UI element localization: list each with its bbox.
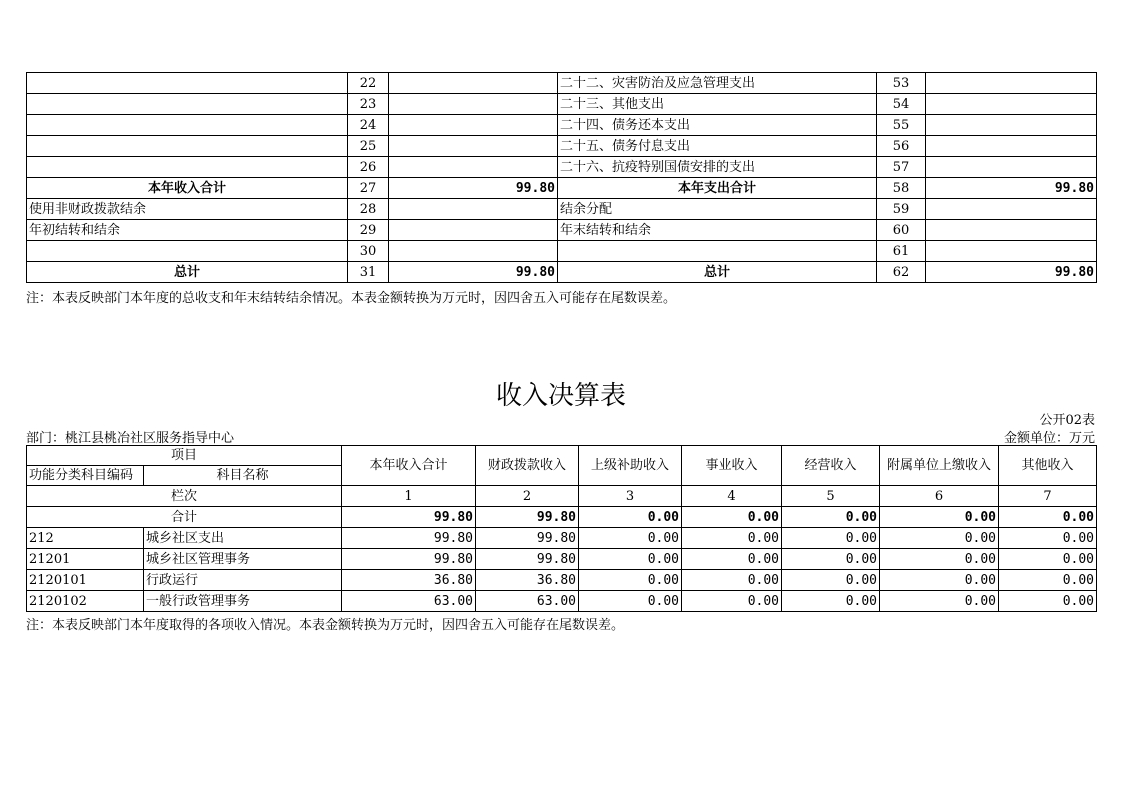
right-row-number: 59 [877, 199, 926, 220]
column-header: 上级补助收入 [579, 446, 682, 486]
total-value: 0.00 [682, 507, 782, 528]
left-row-number: 25 [348, 136, 389, 157]
amount-cell: 0.00 [782, 591, 880, 612]
total-value: 99.80 [476, 507, 579, 528]
right-amount-cell [926, 73, 1097, 94]
left-item-cell: 年初结转和结余 [27, 220, 348, 241]
amount-cell: 0.00 [682, 591, 782, 612]
amount-cell: 0.00 [782, 570, 880, 591]
column-index: 6 [880, 486, 999, 507]
table-row [27, 199, 1097, 220]
subject-name: 一般行政管理事务 [144, 591, 342, 612]
right-item-cell: 总计 [558, 262, 877, 283]
table-row [27, 570, 1097, 591]
right-amount-cell: 99.80 [926, 262, 1097, 283]
left-row-number: 29 [348, 220, 389, 241]
right-item-cell: 二十三、其他支出 [558, 94, 877, 115]
amount-cell: 0.00 [782, 549, 880, 570]
column-header: 其他收入 [999, 446, 1097, 486]
table1-footnote: 注：本表反映部门本年度的总收支和年末结转结余情况。本表金额转换为万元时，因四舍五入可能存在尾数误差。 [26, 291, 677, 306]
right-row-number: 53 [877, 73, 926, 94]
subject-name: 城乡社区管理事务 [144, 549, 342, 570]
column-header: 事业收入 [682, 446, 782, 486]
amount-cell: 0.00 [880, 570, 999, 591]
left-row-number: 30 [348, 241, 389, 262]
right-amount-cell [926, 94, 1097, 115]
left-row-number: 28 [348, 199, 389, 220]
right-item-cell: 二十五、债务付息支出 [558, 136, 877, 157]
table-row [27, 549, 1097, 570]
amount-cell: 36.80 [476, 570, 579, 591]
amount-cell: 0.00 [579, 570, 682, 591]
left-amount-cell [389, 115, 558, 136]
column-header: 经营收入 [782, 446, 880, 486]
header-row [27, 446, 1097, 466]
total-value: 0.00 [579, 507, 682, 528]
left-amount-cell [389, 157, 558, 178]
right-row-number: 61 [877, 241, 926, 262]
left-row-number: 26 [348, 157, 389, 178]
column-index: 4 [682, 486, 782, 507]
amount-cell: 0.00 [880, 591, 999, 612]
subject-code: 2120102 [27, 591, 144, 612]
right-row-number: 57 [877, 157, 926, 178]
table-row [27, 262, 1097, 283]
left-row-number: 24 [348, 115, 389, 136]
left-amount-cell [389, 73, 558, 94]
left-amount-cell [389, 136, 558, 157]
amount-cell: 0.00 [682, 528, 782, 549]
table-row [27, 157, 1097, 178]
left-amount-cell [389, 199, 558, 220]
left-row-number: 27 [348, 178, 389, 199]
right-row-number: 55 [877, 115, 926, 136]
amount-cell: 63.00 [342, 591, 476, 612]
right-amount-cell [926, 220, 1097, 241]
subject-code: 21201 [27, 549, 144, 570]
left-amount-cell [389, 220, 558, 241]
column-index: 3 [579, 486, 682, 507]
left-item-cell [27, 115, 348, 136]
amount-cell: 63.00 [476, 591, 579, 612]
total-label: 合计 [27, 507, 342, 528]
table-row [27, 115, 1097, 136]
right-amount-cell: 99.80 [926, 178, 1097, 199]
table2-footnote: 注：本表反映部门本年度取得的各项收入情况。本表金额转换为万元时，因四舍五入可能存在尾数误差。 [26, 618, 625, 633]
left-item-cell: 本年收入合计 [27, 178, 348, 199]
left-item-cell [27, 157, 348, 178]
subject-name: 城乡社区支出 [144, 528, 342, 549]
amount-cell: 0.00 [999, 591, 1097, 612]
total-value: 99.80 [342, 507, 476, 528]
table-code-label: 公开02表 [1039, 413, 1095, 428]
table-row [27, 241, 1097, 262]
right-item-cell [558, 241, 877, 262]
left-row-number: 23 [348, 94, 389, 115]
right-row-number: 58 [877, 178, 926, 199]
table-row [27, 591, 1097, 612]
right-item-cell: 本年支出合计 [558, 178, 877, 199]
subject-code: 2120101 [27, 570, 144, 591]
table-row [27, 136, 1097, 157]
amount-cell: 0.00 [682, 570, 782, 591]
table-row [27, 73, 1097, 94]
total-row [27, 507, 1097, 528]
amount-cell: 99.80 [342, 549, 476, 570]
amount-cell: 0.00 [880, 549, 999, 570]
left-item-cell: 总计 [27, 262, 348, 283]
right-item-cell: 二十四、债务还本支出 [558, 115, 877, 136]
subject-code: 212 [27, 528, 144, 549]
left-row-number: 31 [348, 262, 389, 283]
amount-cell: 0.00 [999, 570, 1097, 591]
right-row-number: 62 [877, 262, 926, 283]
right-item-cell: 二十六、抗疫特别国债安排的支出 [558, 157, 877, 178]
right-row-number: 54 [877, 94, 926, 115]
header-code: 功能分类科目编码 [27, 466, 144, 486]
amount-cell: 99.80 [476, 549, 579, 570]
amount-cell: 99.80 [476, 528, 579, 549]
table-row [27, 178, 1097, 199]
right-row-number: 60 [877, 220, 926, 241]
right-amount-cell [926, 136, 1097, 157]
column-header: 财政拨款收入 [476, 446, 579, 486]
column-index: 5 [782, 486, 880, 507]
left-amount-cell: 99.80 [389, 262, 558, 283]
right-amount-cell [926, 241, 1097, 262]
right-row-number: 56 [877, 136, 926, 157]
amount-cell: 36.80 [342, 570, 476, 591]
amount-cell: 99.80 [342, 528, 476, 549]
column-index-label: 栏次 [27, 486, 342, 507]
header-item: 项目 [27, 446, 342, 466]
column-header: 本年收入合计 [342, 446, 476, 486]
right-item-cell: 结余分配 [558, 199, 877, 220]
left-item-cell [27, 94, 348, 115]
table-row [27, 94, 1097, 115]
amount-cell: 0.00 [999, 549, 1097, 570]
right-item-cell: 年末结转和结余 [558, 220, 877, 241]
right-item-cell: 二十二、灾害防治及应急管理支出 [558, 73, 877, 94]
amount-cell: 0.00 [579, 591, 682, 612]
income-expenditure-summary-table [26, 72, 1097, 283]
amount-cell: 0.00 [579, 549, 682, 570]
column-header: 附属单位上缴收入 [880, 446, 999, 486]
page-title: 收入决算表 [495, 381, 626, 411]
total-value: 0.00 [782, 507, 880, 528]
table-row [27, 528, 1097, 549]
column-index: 7 [999, 486, 1097, 507]
amount-cell: 0.00 [782, 528, 880, 549]
table-row [27, 220, 1097, 241]
header-name: 科目名称 [144, 466, 342, 486]
total-value: 0.00 [999, 507, 1097, 528]
income-final-accounts-table [26, 445, 1097, 612]
department-label: 部门：桃江县桃冶社区服务指导中心 [26, 431, 235, 446]
left-item-cell [27, 73, 348, 94]
total-value: 0.00 [880, 507, 999, 528]
left-amount-cell: 99.80 [389, 178, 558, 199]
right-amount-cell [926, 115, 1097, 136]
left-item-cell [27, 136, 348, 157]
left-item-cell: 使用非财政拨款结余 [27, 199, 348, 220]
amount-cell: 0.00 [682, 549, 782, 570]
column-index: 1 [342, 486, 476, 507]
left-amount-cell [389, 94, 558, 115]
left-item-cell [27, 241, 348, 262]
right-amount-cell [926, 199, 1097, 220]
amount-cell: 0.00 [999, 528, 1097, 549]
right-amount-cell [926, 157, 1097, 178]
column-index: 2 [476, 486, 579, 507]
amount-cell: 0.00 [880, 528, 999, 549]
amount-cell: 0.00 [579, 528, 682, 549]
left-amount-cell [389, 241, 558, 262]
amount-unit-label: 金额单位：万元 [1003, 431, 1095, 446]
subject-name: 行政运行 [144, 570, 342, 591]
column-index-row [27, 486, 1097, 507]
left-row-number: 22 [348, 73, 389, 94]
